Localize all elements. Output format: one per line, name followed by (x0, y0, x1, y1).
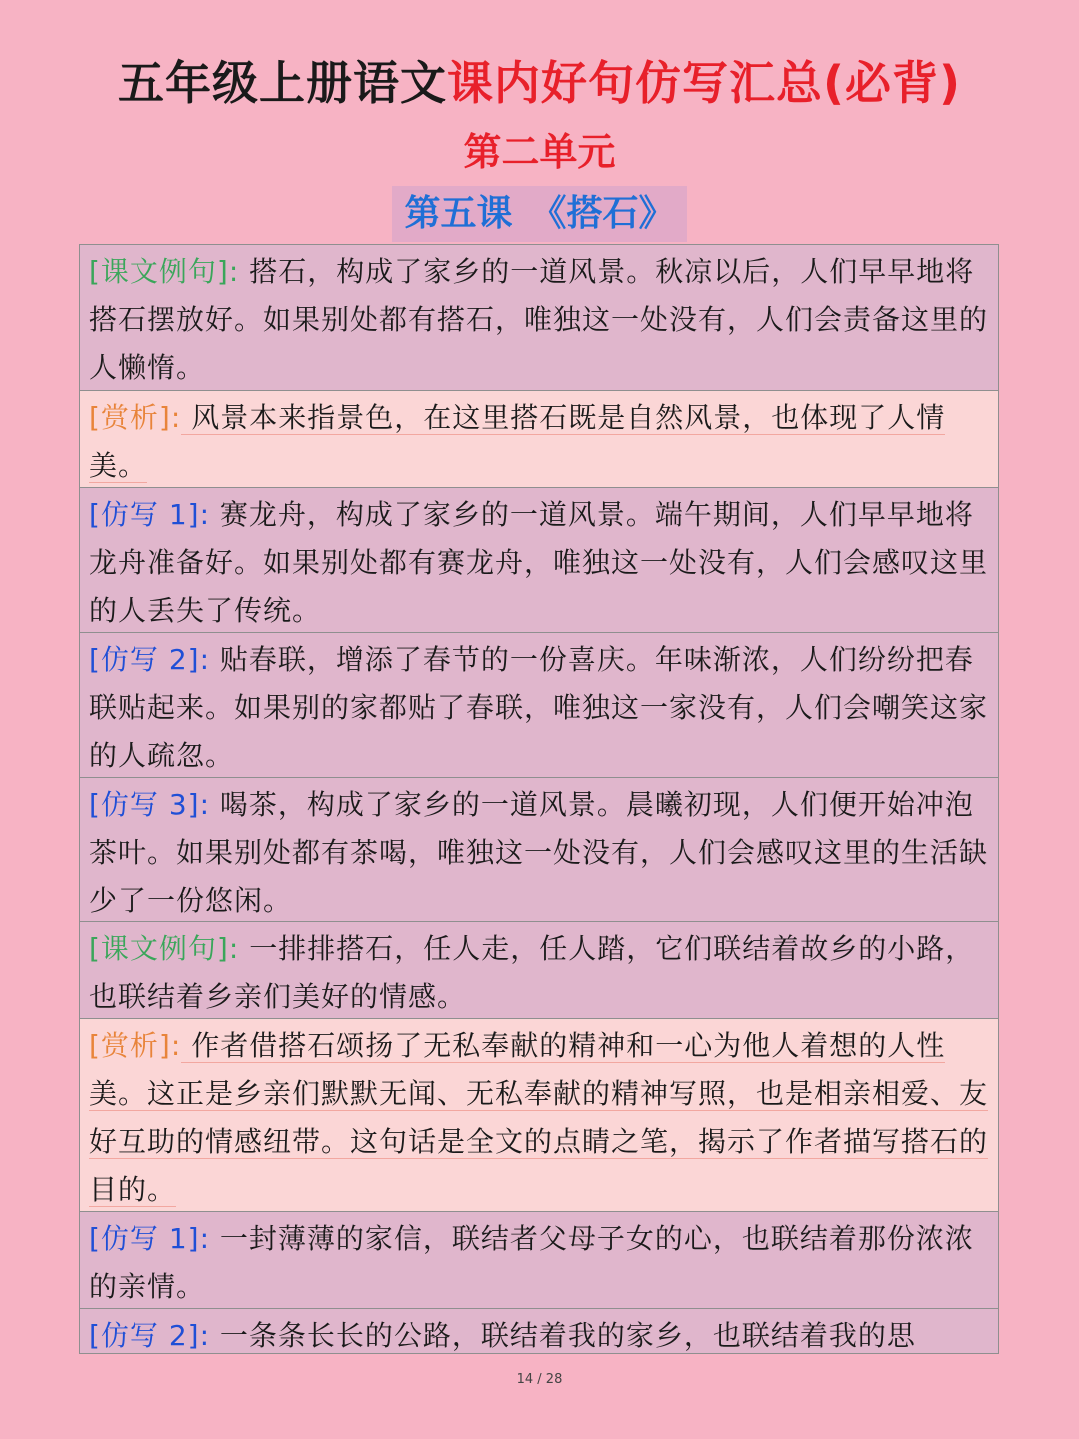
row-text: 一条条长长的公路，联结着我的家乡，也联结着我的思 (210, 1319, 916, 1352)
lesson-heading: 第五课 《搭石》 (392, 186, 686, 242)
row-text: 赛龙舟，构成了家乡的一道风景。端午期间，人们早早地将龙舟准备好。如果别处都有赛龙舟，唯独这一处没有，人们会感叹这里的人丢失了传统。 (89, 498, 989, 627)
row-text: 作者借搭石颂扬了无私奉献的精神和一心为他人着想的人性美。这正是乡亲们默默无闻、无私奉献的精神写照，也是相亲相爱、友好互助的情感纽带。这句话是全文的点睛之笔，揭示了作者描写搭石的目的。 (89, 1029, 989, 1206)
page-title (0, 50, 1079, 116)
title-main: 五年级上册语文 (117, 56, 447, 110)
row-text: 一排排搭石，任人走，任人踏，它们联结着故乡的小路，也联结着乡亲们美好的情感。 (89, 932, 975, 1013)
row-tag: [仿写 2]: (89, 1319, 211, 1352)
row-tag: [赏析]: (89, 401, 182, 434)
table-row (80, 778, 998, 922)
row-tag: [仿写 1]: (89, 1222, 211, 1255)
row-tag: [仿写 2]: (89, 643, 211, 676)
row-text: 一封薄薄的家信，联结者父母子女的心，也联结着那份浓浓的亲情。 (89, 1222, 974, 1303)
table-row (80, 1019, 998, 1212)
row-tag: [课文例句]: (89, 932, 240, 965)
lesson-heading-wrap (0, 186, 1079, 242)
table-row (80, 245, 998, 391)
table-row (80, 488, 998, 633)
row-text: 贴春联，增添了春节的一份喜庆。年味渐浓，人们纷纷把春联贴起来。如果别的家都贴了春联，唯独这一家没有，人们会嘲笑这家的人疏忽。 (89, 643, 989, 772)
row-tag: [仿写 1]: (89, 498, 211, 531)
table-row (80, 391, 998, 488)
row-text: 风景本来指景色，在这里搭石既是自然风景，也体现了人情美。 (89, 401, 946, 482)
row-tag: [赏析]: (89, 1029, 182, 1062)
page-indicator: 14 / 28 (516, 1372, 563, 1387)
row-tag: [课文例句]: (89, 255, 240, 288)
table-row (80, 922, 998, 1019)
unit-heading: 第二单元 (463, 130, 616, 174)
table-row (80, 633, 998, 778)
row-text: 搭石，构成了家乡的一道风景。秋凉以后，人们早早地将搭石摆放好。如果别处都有搭石，唯独这一处没有，人们会责备这里的人懒惰。 (89, 255, 989, 384)
table-row (80, 1309, 998, 1354)
sentence-table (79, 244, 999, 1354)
table-row (80, 1212, 998, 1309)
row-text: 喝茶，构成了家乡的一道风景。晨曦初现，人们便开始冲泡茶叶。如果别处都有茶喝，唯独这一处没有，人们会感叹这里的生活缺少了一份悠闲。 (89, 788, 989, 917)
row-tag: [仿写 3]: (89, 788, 211, 821)
title-accent: 课内好句仿写汇总(必背) (446, 56, 962, 110)
